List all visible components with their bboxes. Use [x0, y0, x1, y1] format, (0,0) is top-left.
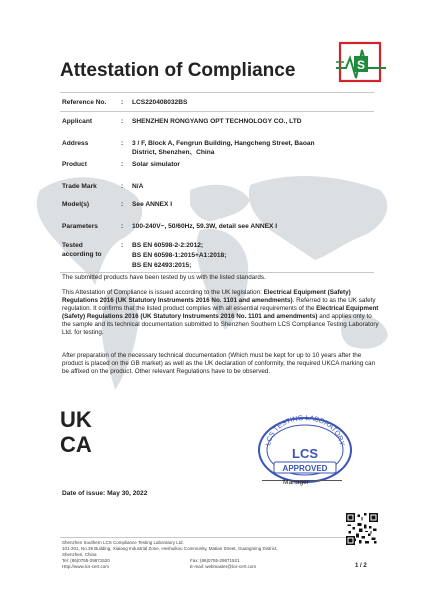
- address-line-2: District, Shenzhen、China: [132, 149, 215, 156]
- documentation-paragraph: After preparation of the necessary technical documentation (Which must be kept for up to 10 years after the product is placed on the GB market) as well as the UK declaration of conformity, the required UKCA marking can be affixed on the product. Other relevant Regulations have to be observed.: [62, 352, 376, 375]
- legislation-paragraph: [62, 289, 380, 337]
- colon: :: [121, 99, 124, 106]
- paragraph-text: and applies only to the sample and its technical documentation submitted to Shenzhen Southern LCS Compliance Testing Laboratory Ltd. for testing.: [62, 313, 379, 336]
- standard-item: BS EN 62493:2015;: [132, 262, 192, 269]
- qr-code: [346, 513, 378, 545]
- manager-label: Manager: [283, 479, 310, 486]
- colon: :: [121, 183, 124, 190]
- standard-item: BS EN 60598-1:2015+A1:2018;: [132, 252, 227, 259]
- tested-statement: The submitted products have been tested by us with the listed standards.: [62, 274, 266, 281]
- applicant-value: SHENZHEN RONGYANG OPT TECHNOLOGY CO., LTD: [132, 118, 302, 125]
- applicant-label: Applicant: [62, 118, 93, 125]
- stamp-ring-text: LCS TESTING LABORATORY: [265, 414, 345, 447]
- tested-label: Tested: [62, 242, 83, 249]
- footer-email: E-mail: webmaster@lcs-cert.com: [190, 564, 257, 569]
- lcs-logo: [334, 38, 388, 88]
- footer-company: Shenzhen Southern LCS Compliance Testing Laboratory Ltd.: [62, 540, 184, 545]
- product-label: Product: [62, 161, 87, 168]
- models-label: Model(s): [62, 201, 90, 208]
- footer-city: Shenzhen, China: [62, 552, 97, 557]
- colon: :: [121, 201, 124, 208]
- divider: [60, 111, 374, 112]
- colon: :: [121, 118, 124, 125]
- footer-tel: Tel: (86)0755-29871520: [62, 558, 110, 563]
- colon: :: [121, 161, 124, 168]
- parameters-value: 100-240V~, 50/60Hz, 59.3W, detail see ANNEX I: [132, 223, 278, 230]
- footer-address: 101-201, No.39 Building, Xiaiang Industrial Zone, Heshuikou Community, Matian Street, Guangming District,: [62, 546, 278, 551]
- ukca-bottom-text: CA: [60, 432, 92, 454]
- paragraph-text: . Referred to as the UK safety regulation. It confirms that the listed product complies with all essential requirements of the: [62, 297, 376, 312]
- regulation-name: Electrical Equipment (Safety) Regulations 2016 (UK Statutory Instruments 2016 No. 1101 and amendments): [62, 289, 351, 304]
- footer-website: Http://www.lcs-cert.com: [62, 564, 110, 569]
- trademark-label: Trade Mark: [62, 183, 97, 190]
- colon: :: [121, 223, 124, 230]
- address-line-1: 3 / F, Block A, Fengrun Building, Hangcheng Street, Baoan: [132, 140, 315, 147]
- colon: :: [121, 242, 124, 249]
- parameters-label: Parameters: [62, 223, 98, 230]
- divider: [60, 272, 374, 273]
- paragraph-text: This Attestation of Compliance is issued according to the UK legislation:: [62, 289, 264, 296]
- reference-label: Reference No.: [62, 99, 107, 106]
- trademark-value: N/A: [132, 183, 144, 190]
- regulation-name: Electrical Equipment (Safety) Regulations 2016 (UK Statutory Instruments 2016 No. 1101 and amendments): [62, 305, 379, 320]
- issue-date: Date of issue: May 30, 2022: [62, 490, 148, 497]
- colon: :: [121, 140, 124, 147]
- address-label: Address: [62, 140, 89, 147]
- ukca-top-text: UK: [60, 407, 92, 432]
- page-number: 1 / 2: [355, 563, 367, 569]
- standard-item: BS EN 60598-2-2:2012;: [132, 242, 204, 249]
- divider: [60, 92, 374, 93]
- svg-text:S: S: [356, 58, 366, 72]
- stamp-banner-text: APPROVED: [282, 464, 328, 473]
- footer-divider: [60, 537, 374, 538]
- footer-fax: Fax: (86)0755-29871521: [190, 558, 240, 563]
- ukca-mark: [60, 406, 104, 454]
- product-value: Solar simulator: [132, 161, 181, 168]
- svg-text:LCS TESTING LABORATORY: [265, 415, 345, 447]
- tested-label-2: according to: [62, 251, 102, 258]
- reference-value: LCS220408032BS: [132, 99, 188, 106]
- stamp-mark-text: LCS: [292, 446, 318, 461]
- models-value: See ANNEX I: [132, 201, 173, 208]
- document-title: Attestation of Compliance: [60, 60, 296, 81]
- lcs-approved-stamp: [248, 412, 362, 484]
